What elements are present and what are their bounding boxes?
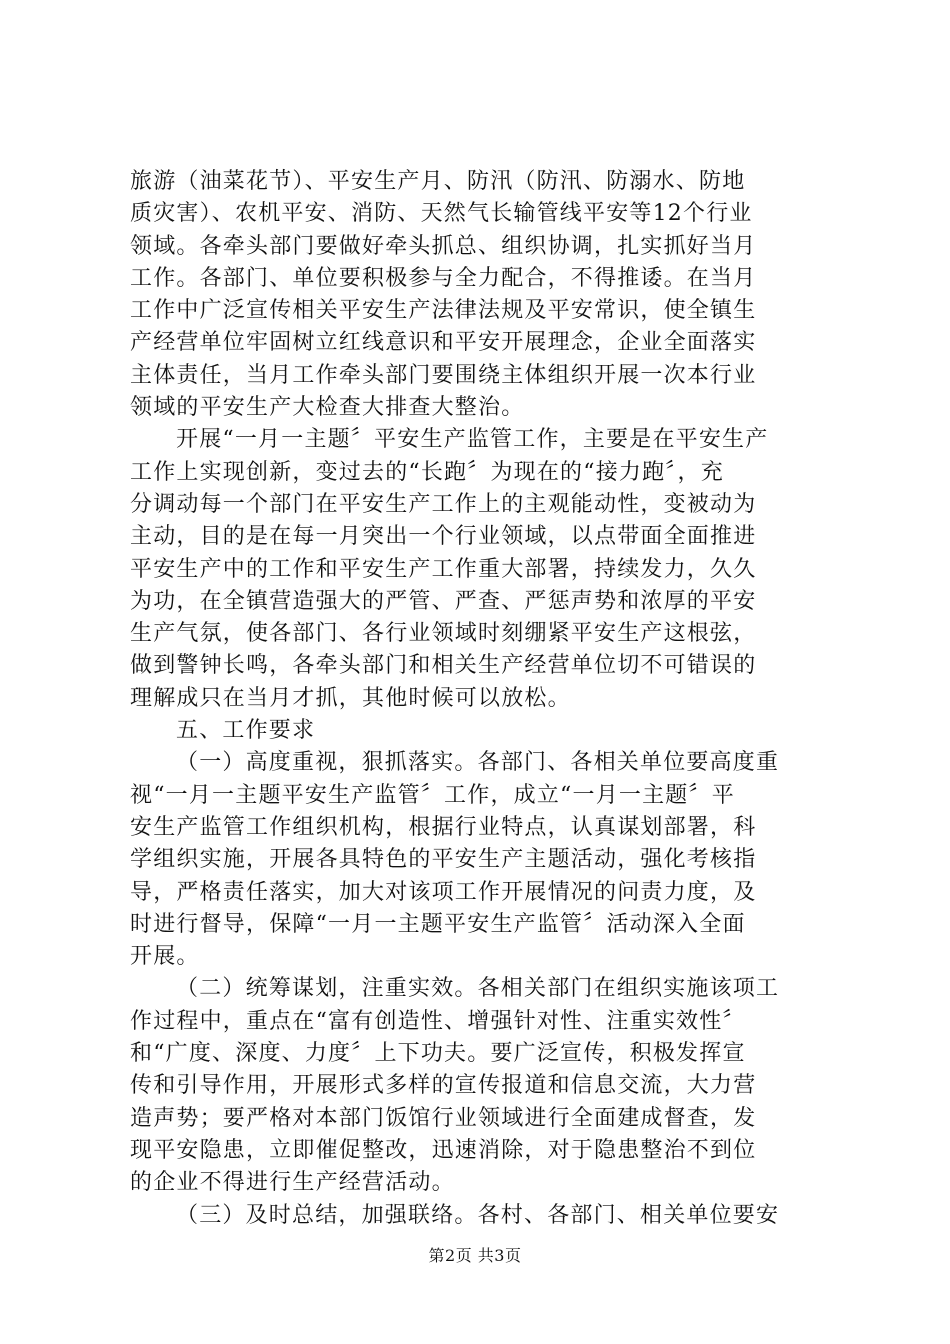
- text-line: 工作中广泛宣传相关平安生产法律法规及平安常识，使全镇生: [130, 298, 757, 324]
- paragraph-start-line: （二）统筹谋划，注重实效。各相关部门在组织实施该项工: [176, 976, 780, 1002]
- page-number: 第2页 共3页: [428, 1246, 522, 1265]
- text-line: 传和引导作用，开展形式多样的宣传报道和信息交流，大力营: [130, 1073, 757, 1099]
- text-line: 为功，在全镇营造强大的严管、严查、严惩声势和浓厚的平安: [130, 588, 757, 614]
- text-line: 领域。各牵头部门要做好牵头抓总、组织协调，扎实抓好当月: [130, 233, 757, 259]
- text-line: 生产气氛，使各部门、各行业领域时刻绷紧平安生产这根弦，: [130, 621, 757, 647]
- text-line: 导，严格责任落实，加大对该项工作开展情况的问责力度，及: [130, 879, 757, 905]
- text-line: 现平安隐患，立即催促整改，迅速消除，对于隐患整治不到位: [130, 1137, 757, 1163]
- page-footer: [0, 1246, 950, 1266]
- text-line: 造声势；要严格对本部门饭馆行业领域进行全面建成督查，发: [130, 1105, 757, 1131]
- paragraph-start-line: （一）高度重视，狠抓落实。各部门、各相关单位要高度重: [176, 750, 780, 776]
- text-line: 旅游（油菜花节）、平安生产月、防汛（防汛、防溺水、防地: [130, 169, 746, 194]
- paragraph-start-line: 开展“一月一主题〞平安生产监管工作，主要是在平安生产: [176, 427, 769, 453]
- text-line: 的企业不得进行生产经营活动。: [130, 1170, 455, 1196]
- section-heading: 五、工作要求: [176, 718, 316, 744]
- text-line: 学组织实施，开展各具特色的平安生产主题活动，强化考核指: [130, 847, 757, 873]
- text-line: 做到警钟长鸣，各牵头部门和相关生产经营单位切不可错误的: [130, 653, 757, 679]
- text-line: 平安生产中的工作和平安生产工作重大部署，持续发力，久久: [130, 556, 757, 582]
- text-line: 质灾害）、农机平安、消防、天然气长输管线平安等12个行业: [130, 201, 753, 227]
- paragraph-start-line: （三）及时总结，加强联络。各村、各部门、相关单位要安: [176, 1202, 780, 1228]
- text-line: 作过程中，重点在“富有创造性、增强针对性、注重实效性〞: [130, 1008, 746, 1034]
- text-line: 开展。: [130, 944, 200, 970]
- text-line: 工作上实现创新，变过去的“长跑〞为现在的“接力跑〞，充: [130, 459, 724, 485]
- text-line: 和“广度、深度、力度〞上下功夫。要广泛宣传，积极发挥宣: [130, 1041, 746, 1067]
- text-line: 主动，目的是在每一月突出一个行业领域，以点带面全面推进: [130, 524, 757, 550]
- text-line: 时进行督导，保障“一月一主题平安生产监管〞活动深入全面: [130, 911, 746, 937]
- text-line: 工作。各部门、单位要积极参与全力配合，不得推诿。在当月: [130, 265, 757, 291]
- text-line: 视“一月一主题平安生产监管〞工作，成立“一月一主题〞平: [130, 782, 735, 808]
- text-line: 产经营单位牢固树立红线意识和平安开展理念，企业全面落实: [130, 330, 757, 356]
- text-line: 安生产监管工作组织机构，根据行业特点，认真谋划部署，科: [130, 814, 757, 840]
- document-body: [130, 166, 830, 1232]
- text-line: 领域的平安生产大检查大排查大整治。: [130, 395, 525, 421]
- text-line: 分调动每一个部门在平安生产工作上的主观能动性，变被动为: [130, 491, 757, 517]
- text-line: 主体责任，当月工作牵头部门要围绕主体组织开展一次本行业: [130, 362, 757, 388]
- text-line: 理解成只在当月才抓，其他时候可以放松。: [130, 685, 571, 711]
